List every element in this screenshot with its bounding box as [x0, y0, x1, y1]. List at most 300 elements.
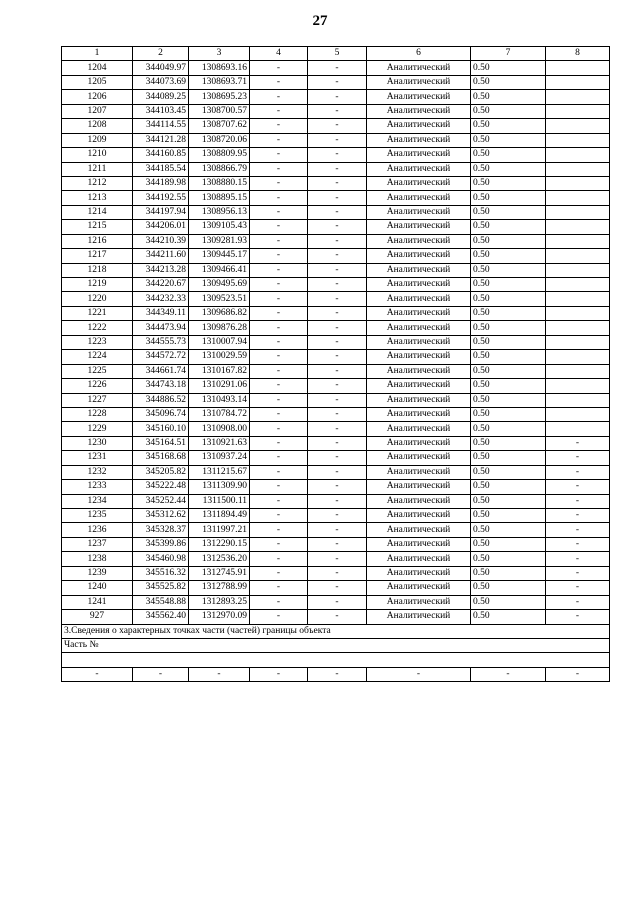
- table-cell: -: [250, 451, 308, 465]
- table-cell: Аналитический: [367, 119, 471, 133]
- table-cell: [546, 61, 610, 75]
- table-cell: -: [250, 595, 308, 609]
- table-cell: -: [546, 465, 610, 479]
- table-cell: -: [250, 75, 308, 89]
- table-cell: 1308866.79: [189, 162, 250, 176]
- table-cell: [546, 263, 610, 277]
- table-cell: 1240: [62, 581, 133, 595]
- table-cell: 0.50: [471, 335, 546, 349]
- table-cell: 1310937.24: [189, 451, 250, 465]
- table-row: [62, 451, 610, 465]
- table-cell: 1309876.28: [189, 321, 250, 335]
- table-cell: -: [250, 523, 308, 537]
- table-cell: Аналитический: [367, 191, 471, 205]
- table-cell: 345516.32: [133, 566, 189, 580]
- page-number: 27: [312, 13, 328, 29]
- table-cell: 1223: [62, 335, 133, 349]
- table-cell: [546, 148, 610, 162]
- table-cell: -: [308, 75, 367, 89]
- table-cell: 0.50: [471, 278, 546, 292]
- table-cell: -: [250, 119, 308, 133]
- dash-cell: -: [189, 667, 250, 681]
- table-cell: [546, 321, 610, 335]
- table-cell: 1234: [62, 494, 133, 508]
- table-cell: Аналитический: [367, 61, 471, 75]
- table-cell: -: [250, 61, 308, 75]
- table-cell: 0.50: [471, 364, 546, 378]
- table-row: [62, 552, 610, 566]
- table-cell: 345096.74: [133, 407, 189, 421]
- table-cell: 1220: [62, 292, 133, 306]
- table-cell: -: [308, 407, 367, 421]
- table-cell: 1225: [62, 364, 133, 378]
- table-cell: -: [308, 465, 367, 479]
- table-cell: 345205.82: [133, 465, 189, 479]
- table-cell: 1308956.13: [189, 205, 250, 219]
- table-cell: 0.50: [471, 263, 546, 277]
- table-cell: 344886.52: [133, 393, 189, 407]
- table-cell: Аналитический: [367, 407, 471, 421]
- table-cell: 1310007.94: [189, 335, 250, 349]
- table-cell: 345160.10: [133, 422, 189, 436]
- table-row: [62, 610, 610, 624]
- table-cell: Аналитический: [367, 436, 471, 450]
- header-cell: 7: [471, 47, 546, 61]
- table-cell: 1308700.57: [189, 104, 250, 118]
- table-cell: 0.50: [471, 162, 546, 176]
- table-row: [62, 350, 610, 364]
- table-cell: 1238: [62, 552, 133, 566]
- table-cell: 1310167.82: [189, 364, 250, 378]
- header-cell: 2: [133, 47, 189, 61]
- table-cell: 1218: [62, 263, 133, 277]
- table-cell: -: [308, 610, 367, 624]
- table-cell: Аналитический: [367, 306, 471, 320]
- table-cell: 345460.98: [133, 552, 189, 566]
- table-row: [62, 480, 610, 494]
- table-cell: 1311309.90: [189, 480, 250, 494]
- table-cell: -: [250, 494, 308, 508]
- table-cell: [546, 335, 610, 349]
- table-cell: 0.50: [471, 451, 546, 465]
- table-cell: -: [250, 205, 308, 219]
- table-cell: 1308693.16: [189, 61, 250, 75]
- table-cell: 344743.18: [133, 379, 189, 393]
- table-cell: 0.50: [471, 595, 546, 609]
- table-cell: 1208: [62, 119, 133, 133]
- table-cell: [546, 133, 610, 147]
- table-cell: -: [250, 191, 308, 205]
- table-cell: -: [308, 364, 367, 378]
- table-row: [62, 263, 610, 277]
- table-cell: 0.50: [471, 509, 546, 523]
- table-cell: 345548.88: [133, 595, 189, 609]
- table-row: [62, 595, 610, 609]
- table-cell: Аналитический: [367, 494, 471, 508]
- table-row: [62, 465, 610, 479]
- table-cell: [546, 191, 610, 205]
- dash-cell: -: [308, 667, 367, 681]
- table-row: [62, 205, 610, 219]
- table-cell: 344160.85: [133, 148, 189, 162]
- table-cell: 0.50: [471, 133, 546, 147]
- table-cell: 0.50: [471, 119, 546, 133]
- table-cell: 345328.37: [133, 523, 189, 537]
- table-cell: [546, 234, 610, 248]
- table-cell: 1227: [62, 393, 133, 407]
- table-row: [62, 306, 610, 320]
- table-cell: -: [308, 422, 367, 436]
- table-cell: -: [250, 278, 308, 292]
- table-cell: Аналитический: [367, 234, 471, 248]
- table-cell: -: [308, 595, 367, 609]
- table-cell: 1213: [62, 191, 133, 205]
- table-row: [62, 335, 610, 349]
- table-cell: Аналитический: [367, 537, 471, 551]
- table-cell: [546, 90, 610, 104]
- table-cell: 344073.69: [133, 75, 189, 89]
- table-cell: 345222.48: [133, 480, 189, 494]
- table-cell: 1309105.43: [189, 220, 250, 234]
- table-cell: -: [250, 436, 308, 450]
- table-cell: 344089.25: [133, 90, 189, 104]
- table-cell: [546, 162, 610, 176]
- dash-cell: -: [367, 667, 471, 681]
- table-cell: -: [250, 393, 308, 407]
- table-cell: 1217: [62, 249, 133, 263]
- table-cell: -: [308, 321, 367, 335]
- table-cell: 1308809.95: [189, 148, 250, 162]
- table-cell: -: [250, 292, 308, 306]
- table-row: [62, 509, 610, 523]
- table-cell: [546, 278, 610, 292]
- table-cell: -: [250, 422, 308, 436]
- table-cell: 1235: [62, 509, 133, 523]
- table-cell: -: [250, 104, 308, 118]
- table-cell: -: [250, 335, 308, 349]
- table-cell: -: [250, 350, 308, 364]
- table-cell: -: [546, 537, 610, 551]
- table-cell: 0.50: [471, 436, 546, 450]
- table-row: [62, 220, 610, 234]
- table-cell: -: [250, 249, 308, 263]
- table-cell: 0.50: [471, 148, 546, 162]
- table-cell: 1204: [62, 61, 133, 75]
- table-cell: 0.50: [471, 205, 546, 219]
- table-cell: [546, 379, 610, 393]
- table-cell: -: [250, 379, 308, 393]
- table-body: [62, 47, 610, 682]
- table-cell: 344121.28: [133, 133, 189, 147]
- table-row: [62, 278, 610, 292]
- table-cell: 1232: [62, 465, 133, 479]
- table-cell: [546, 306, 610, 320]
- table-cell: 344197.94: [133, 205, 189, 219]
- table-cell: [546, 364, 610, 378]
- table-cell: 1311997.21: [189, 523, 250, 537]
- table-cell: 1310029.59: [189, 350, 250, 364]
- table-cell: 1219: [62, 278, 133, 292]
- table-cell: -: [250, 321, 308, 335]
- table-cell: 344103.45: [133, 104, 189, 118]
- table-cell: 927: [62, 610, 133, 624]
- table-cell: 1206: [62, 90, 133, 104]
- table-cell: 1221: [62, 306, 133, 320]
- table-cell: Аналитический: [367, 393, 471, 407]
- table-cell: 344049.97: [133, 61, 189, 75]
- table-cell: 0.50: [471, 407, 546, 421]
- table-row: [62, 176, 610, 190]
- table-cell: 0.50: [471, 566, 546, 580]
- table-cell: -: [308, 335, 367, 349]
- table-cell: -: [250, 509, 308, 523]
- table-cell: 0.50: [471, 292, 546, 306]
- table-row: [62, 422, 610, 436]
- dash-row: [62, 667, 610, 681]
- table-cell: 345399.86: [133, 537, 189, 551]
- table-cell: 1309495.69: [189, 278, 250, 292]
- table-cell: -: [546, 595, 610, 609]
- table-cell: -: [308, 133, 367, 147]
- table-cell: Аналитический: [367, 595, 471, 609]
- table-cell: 344232.33: [133, 292, 189, 306]
- table-row: [62, 191, 610, 205]
- table-cell: -: [308, 234, 367, 248]
- table-cell: -: [250, 90, 308, 104]
- table-cell: 1229: [62, 422, 133, 436]
- table-row: [62, 104, 610, 118]
- table-cell: 1222: [62, 321, 133, 335]
- table-cell: 1209: [62, 133, 133, 147]
- table-cell: [546, 75, 610, 89]
- table-cell: 1310908.00: [189, 422, 250, 436]
- dash-cell: -: [133, 667, 189, 681]
- table-cell: -: [546, 581, 610, 595]
- table-cell: -: [308, 205, 367, 219]
- dash-cell: -: [250, 667, 308, 681]
- table-row: [62, 364, 610, 378]
- table-cell: 1310493.14: [189, 393, 250, 407]
- table-cell: Аналитический: [367, 249, 471, 263]
- table-row: [62, 581, 610, 595]
- table-cell: 1211: [62, 162, 133, 176]
- table-cell: Аналитический: [367, 465, 471, 479]
- table-cell: -: [250, 220, 308, 234]
- header-cell: 4: [250, 47, 308, 61]
- table-cell: Аналитический: [367, 610, 471, 624]
- table-cell: 0.50: [471, 350, 546, 364]
- table-cell: 1308880.15: [189, 176, 250, 190]
- table-cell: -: [250, 263, 308, 277]
- section-title-row: [62, 624, 610, 638]
- table-cell: -: [546, 451, 610, 465]
- table-cell: Аналитический: [367, 552, 471, 566]
- table-cell: -: [308, 263, 367, 277]
- table-cell: 0.50: [471, 306, 546, 320]
- table-cell: Аналитический: [367, 278, 471, 292]
- table-cell: 1309445.17: [189, 249, 250, 263]
- coordinates-table: [61, 46, 610, 682]
- table-row: [62, 379, 610, 393]
- header-cell: 1: [62, 47, 133, 61]
- header-cell: 6: [367, 47, 471, 61]
- table-cell: -: [250, 364, 308, 378]
- table-row: [62, 75, 610, 89]
- table-cell: 1214: [62, 205, 133, 219]
- table-cell: 344211.60: [133, 249, 189, 263]
- table-cell: [546, 422, 610, 436]
- table-cell: Аналитический: [367, 335, 471, 349]
- table-cell: 1207: [62, 104, 133, 118]
- table-cell: 344114.55: [133, 119, 189, 133]
- table-row: [62, 393, 610, 407]
- table-cell: 1308720.06: [189, 133, 250, 147]
- table-cell: 344661.74: [133, 364, 189, 378]
- table-row: [62, 523, 610, 537]
- table-cell: [546, 292, 610, 306]
- table-row: [62, 494, 610, 508]
- table-cell: 1212: [62, 176, 133, 190]
- table-cell: 344185.54: [133, 162, 189, 176]
- table-cell: 0.50: [471, 465, 546, 479]
- table-cell: 1239: [62, 566, 133, 580]
- table-cell: 1310921.63: [189, 436, 250, 450]
- table-cell: 345562.40: [133, 610, 189, 624]
- table-cell: Аналитический: [367, 379, 471, 393]
- table-cell: 345525.82: [133, 581, 189, 595]
- table-cell: -: [308, 148, 367, 162]
- table-cell: Аналитический: [367, 321, 471, 335]
- blank-cell: [62, 653, 610, 667]
- dash-cell: -: [546, 667, 610, 681]
- table-row: [62, 436, 610, 450]
- table-cell: -: [250, 465, 308, 479]
- table-cell: -: [546, 436, 610, 450]
- table-cell: -: [308, 480, 367, 494]
- table-cell: 0.50: [471, 581, 546, 595]
- table-cell: Аналитический: [367, 75, 471, 89]
- table-cell: -: [308, 176, 367, 190]
- table-cell: -: [546, 610, 610, 624]
- table-cell: 1215: [62, 220, 133, 234]
- table-cell: 1312536.20: [189, 552, 250, 566]
- table-cell: 1233: [62, 480, 133, 494]
- table-cell: -: [308, 278, 367, 292]
- part-label-row: [62, 638, 610, 652]
- table-cell: [546, 407, 610, 421]
- table-cell: 1309523.51: [189, 292, 250, 306]
- table-cell: [546, 393, 610, 407]
- table-header-row: [62, 47, 610, 61]
- table-cell: Аналитический: [367, 104, 471, 118]
- table-cell: Аналитический: [367, 133, 471, 147]
- table-cell: Аналитический: [367, 162, 471, 176]
- table-cell: 0.50: [471, 422, 546, 436]
- table-cell: 1231: [62, 451, 133, 465]
- table-cell: -: [308, 509, 367, 523]
- table-cell: -: [308, 566, 367, 580]
- table-cell: [546, 104, 610, 118]
- table-cell: -: [308, 162, 367, 176]
- table-cell: 0.50: [471, 104, 546, 118]
- table-cell: -: [250, 581, 308, 595]
- table-cell: 1308895.15: [189, 191, 250, 205]
- table-cell: -: [308, 306, 367, 320]
- table-cell: -: [250, 176, 308, 190]
- table-cell: 0.50: [471, 537, 546, 551]
- table-row: [62, 537, 610, 551]
- table-cell: 1236: [62, 523, 133, 537]
- part-label: Часть №: [62, 638, 610, 652]
- table-cell: Аналитический: [367, 581, 471, 595]
- table-cell: [546, 249, 610, 263]
- table-cell: 345164.51: [133, 436, 189, 450]
- table-cell: 1226: [62, 379, 133, 393]
- table-cell: -: [546, 509, 610, 523]
- table-row: [62, 234, 610, 248]
- table-cell: [546, 176, 610, 190]
- table-cell: 345252.44: [133, 494, 189, 508]
- table-cell: 0.50: [471, 61, 546, 75]
- table-cell: Аналитический: [367, 509, 471, 523]
- table-cell: -: [250, 610, 308, 624]
- table-cell: 1216: [62, 234, 133, 248]
- table-cell: 1312893.25: [189, 595, 250, 609]
- table-cell: -: [308, 292, 367, 306]
- dash-cell: -: [471, 667, 546, 681]
- table-cell: -: [250, 407, 308, 421]
- table-cell: Аналитический: [367, 220, 471, 234]
- table-cell: 1310291.06: [189, 379, 250, 393]
- table-cell: Аналитический: [367, 292, 471, 306]
- table-cell: 1311894.49: [189, 509, 250, 523]
- table-cell: 0.50: [471, 176, 546, 190]
- table-cell: 344572.72: [133, 350, 189, 364]
- table-cell: -: [250, 537, 308, 551]
- section-title: 3.Сведения о характерных точках части (частей) границы объекта: [62, 624, 610, 638]
- table-cell: Аналитический: [367, 176, 471, 190]
- table-row: [62, 148, 610, 162]
- table-cell: 1311500.11: [189, 494, 250, 508]
- table-cell: Аналитический: [367, 451, 471, 465]
- table-row: [62, 249, 610, 263]
- table-row: [62, 90, 610, 104]
- table-cell: Аналитический: [367, 480, 471, 494]
- table-cell: 1308707.62: [189, 119, 250, 133]
- table-cell: 0.50: [471, 191, 546, 205]
- table-cell: 1228: [62, 407, 133, 421]
- table-cell: 1312290.15: [189, 537, 250, 551]
- table-cell: 344473.94: [133, 321, 189, 335]
- table-cell: Аналитический: [367, 90, 471, 104]
- table-cell: 1312970.09: [189, 610, 250, 624]
- table-cell: -: [308, 494, 367, 508]
- table-cell: 1312788.99: [189, 581, 250, 595]
- table-cell: -: [250, 306, 308, 320]
- table-cell: 345312.62: [133, 509, 189, 523]
- table-cell: -: [308, 61, 367, 75]
- table-cell: 344206.01: [133, 220, 189, 234]
- table-cell: 344213.28: [133, 263, 189, 277]
- table-cell: -: [308, 451, 367, 465]
- table-cell: -: [308, 552, 367, 566]
- table-cell: Аналитический: [367, 422, 471, 436]
- table-cell: 0.50: [471, 523, 546, 537]
- table-row: [62, 61, 610, 75]
- table-cell: -: [546, 480, 610, 494]
- table-cell: 1311215.67: [189, 465, 250, 479]
- table-cell: 344189.98: [133, 176, 189, 190]
